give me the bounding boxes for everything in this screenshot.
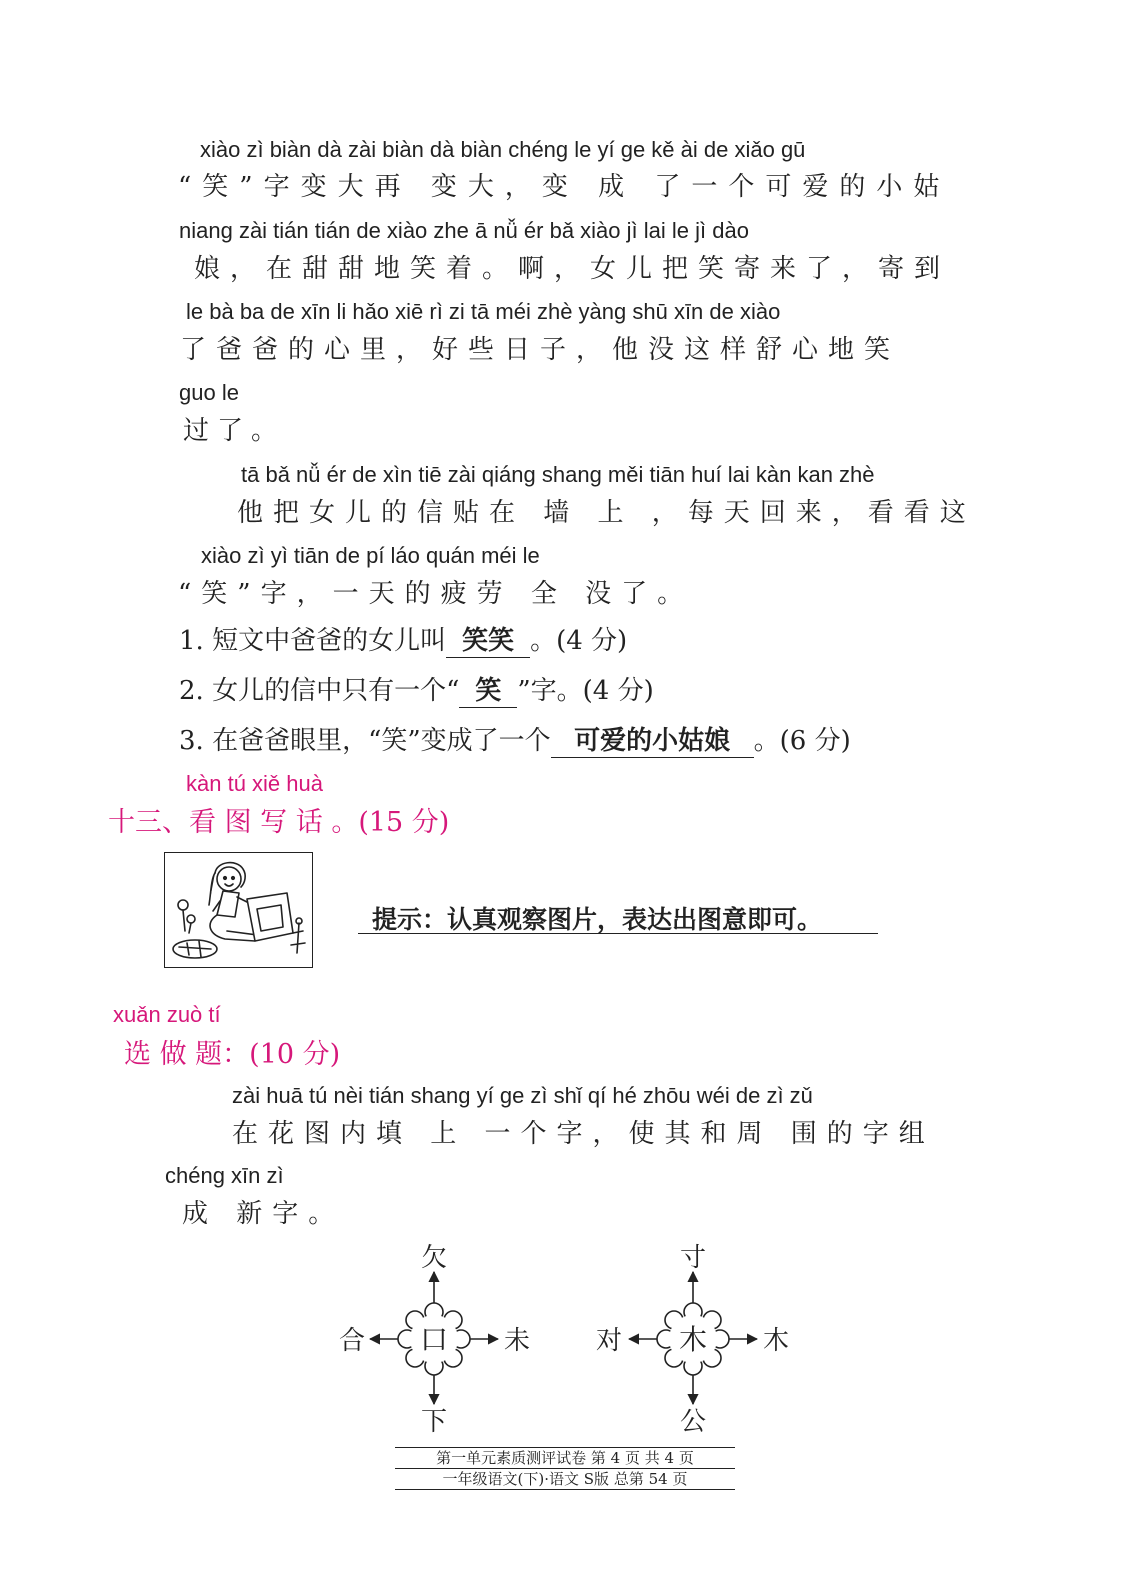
- question-2-prefix: 2. 女儿的信中只有一个“: [179, 676, 460, 706]
- flower-1-bottom: 下: [420, 1407, 448, 1437]
- flower-1-right: 未: [503, 1326, 531, 1356]
- footer: [395, 1447, 735, 1490]
- pinyin-line-4: guo le: [179, 380, 239, 405]
- flower-2-right: 木: [762, 1326, 790, 1356]
- section13-pinyin: kàn tú xiě huà: [186, 771, 323, 796]
- hanzi-line-4: 过了。: [183, 416, 286, 446]
- flower-2-left: 对: [595, 1326, 623, 1356]
- question-3-answer[interactable]: 可爱的小姑娘: [551, 727, 754, 758]
- hanzi-line-5: 他把女儿的信贴在 墙 上 ，每天回来，看看这: [237, 498, 976, 528]
- flower-1-top: 欠: [420, 1243, 448, 1273]
- optional-pinyin-line-1: zài huā tú nèi tián shang yí ge zì shǐ qí hé zhōu wéi de zì zǔ: [232, 1083, 813, 1108]
- question-2-suffix: ”字。(4 分): [517, 676, 654, 706]
- footer-line-2: 一年级语文(下)·语文 S版 总第 54 页: [442, 1470, 688, 1488]
- optional-hanzi-line-1: 在花图内填 上 一个字，使其和周 围的字组: [232, 1119, 935, 1149]
- flower-2: [596, 1243, 789, 1437]
- pinyin-line-6: xiào zì yì tiān de pí láo quán méi le: [201, 543, 540, 568]
- optional-title: 选 做 题：(10 分): [124, 1039, 341, 1070]
- flower-2-top: 寸: [679, 1243, 707, 1273]
- flower-1: [339, 1243, 530, 1437]
- question-3-suffix: 。(6 分): [753, 726, 851, 756]
- flower-2-center[interactable]: 木: [678, 1323, 708, 1356]
- flower-1-left: 合: [338, 1326, 366, 1356]
- flower-2-bottom: 公: [679, 1407, 707, 1437]
- question-1-suffix: 。(4 分): [530, 626, 628, 656]
- question-3-prefix: 3. 在爸爸眼里，“笑”变成了一个: [179, 726, 551, 756]
- section13-title: 十三、看 图 写 话 。(15 分): [108, 807, 450, 838]
- optional-pinyin-line-2: chéng xīn zì: [165, 1163, 284, 1188]
- optional-pinyin: xuǎn zuò tí: [113, 1002, 221, 1027]
- question-2-answer[interactable]: 笑: [459, 677, 517, 708]
- hanzi-line-1: “笑”字变大再 变大，变 成 了一个可爱的小姑: [178, 172, 951, 202]
- flower-1-center[interactable]: 口: [419, 1323, 449, 1356]
- hanzi-line-2: 娘，在甜甜地笑着。啊，女儿把笑寄来了，寄到: [194, 254, 951, 284]
- pinyin-line-3: le bà ba de xīn li hǎo xiē rì zi tā méi zhè yàng shū xīn de xiào: [186, 299, 781, 324]
- pinyin-line-2: niang zài tián tián de xiào zhe ā nǚ ér bǎ xiào jì lai le jì dào: [179, 218, 749, 243]
- hanzi-line-3: 了爸爸的心里，好些日子，他没这样舒心地笑: [180, 335, 901, 365]
- question-1-prefix: 1. 短文中爸爸的女儿叫: [179, 626, 447, 656]
- hint-text: 提示：认真观察图片，表达出图意即可。: [372, 905, 823, 934]
- footer-line-1: 第一单元素质测评试卷 第 4 页 共 4 页: [395, 1448, 735, 1469]
- pinyin-line-1: xiào zì biàn dà zài biàn dà biàn chéng le yí ge kě ài de xiǎo gū: [200, 137, 806, 162]
- hanzi-line-6: “笑”字，一天的疲劳 全 没了。: [178, 579, 694, 609]
- question-1-answer[interactable]: 笑笑: [446, 627, 530, 658]
- optional-hanzi-line-2: 成 新字。: [182, 1199, 345, 1229]
- pinyin-line-5: tā bǎ nǚ ér de xìn tiē zài qiáng shang měi tiān huí lai kàn kan zhè: [241, 462, 875, 487]
